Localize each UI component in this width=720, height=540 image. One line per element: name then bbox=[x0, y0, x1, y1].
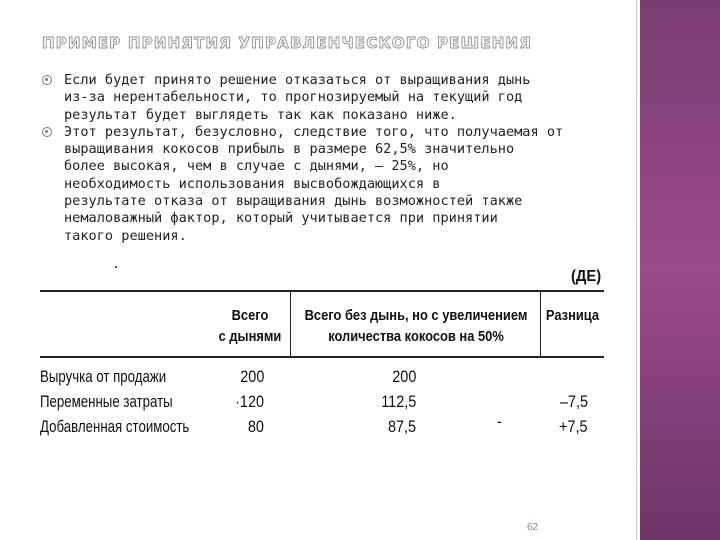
header-line: количества кокосов на 50% bbox=[328, 328, 504, 345]
circle-bullet-icon bbox=[42, 75, 52, 85]
stray-dash-mark: - bbox=[497, 412, 502, 431]
bullet-line: немаловажный фактор, который учитывается при принятии bbox=[64, 210, 498, 227]
table-top-rule bbox=[40, 290, 604, 292]
bullet-list bbox=[42, 72, 612, 245]
header-with-melons bbox=[211, 305, 288, 347]
page-number: 62 bbox=[527, 522, 539, 533]
header-line: с дынями bbox=[218, 328, 282, 345]
row-label: Выручка от продажи bbox=[40, 367, 167, 386]
bullet-item bbox=[42, 124, 612, 245]
bullet-line: результате отказа от выращивания дынь возможностей также bbox=[64, 193, 523, 210]
scan-artifact-dot bbox=[115, 266, 117, 268]
cell-without-melons: 112,5 bbox=[380, 392, 416, 411]
circle-bullet-icon bbox=[42, 127, 52, 137]
bullet-item bbox=[42, 72, 612, 124]
divider-line bbox=[636, 0, 637, 540]
bullet-line: необходимость использования высвобождающихся в bbox=[64, 175, 441, 192]
bullet-line: Если будет принято решение отказаться от выращивания дынь bbox=[64, 72, 531, 88]
header-difference bbox=[536, 305, 609, 326]
slide-title: ПРИМЕР ПРИНЯТИЯ УПРАВЛЕНЧЕСКОГО РЕШЕНИЯ bbox=[42, 34, 533, 52]
cell-difference: +7,5 bbox=[559, 417, 588, 436]
decorative-side-band bbox=[640, 0, 720, 540]
row-label: Переменные затраты bbox=[40, 392, 173, 411]
table-header-rule bbox=[40, 356, 604, 358]
header-line: Всего без дынь, но с увеличением bbox=[304, 307, 528, 324]
row-label: Добавленная стоимость bbox=[40, 417, 190, 436]
bullet-line: более высокая, чем в случае с дынями, — 25%, но bbox=[64, 158, 449, 175]
table-column-divider bbox=[290, 291, 291, 356]
bullet-line: результат будет выглядеть так как показано ниже. bbox=[64, 106, 457, 123]
header-line: Разница bbox=[545, 307, 600, 324]
table-unit-label: (ДЕ) bbox=[571, 268, 602, 285]
bullet-line: выращивания кокосов прибыль в размере 62,5% значительно bbox=[64, 141, 515, 158]
cell-without-melons: 200 bbox=[391, 367, 416, 386]
cell-with-melons: 80 bbox=[247, 417, 264, 436]
header-line: Всего bbox=[231, 307, 269, 324]
bullet-line: Этот результат, безусловно, следствие того, что получаемая от bbox=[64, 123, 564, 140]
cell-with-melons: ·120 bbox=[235, 392, 264, 411]
cell-without-melons: 87,5 bbox=[387, 417, 416, 436]
bullet-line: из-за нерентабельности, то прогнозируемый на текущий год bbox=[64, 89, 523, 106]
cell-with-melons: 200 bbox=[239, 367, 264, 386]
bullet-line: такого решения. bbox=[64, 227, 187, 244]
cell-difference: –7,5 bbox=[559, 392, 588, 411]
header-without-melons bbox=[300, 305, 532, 347]
